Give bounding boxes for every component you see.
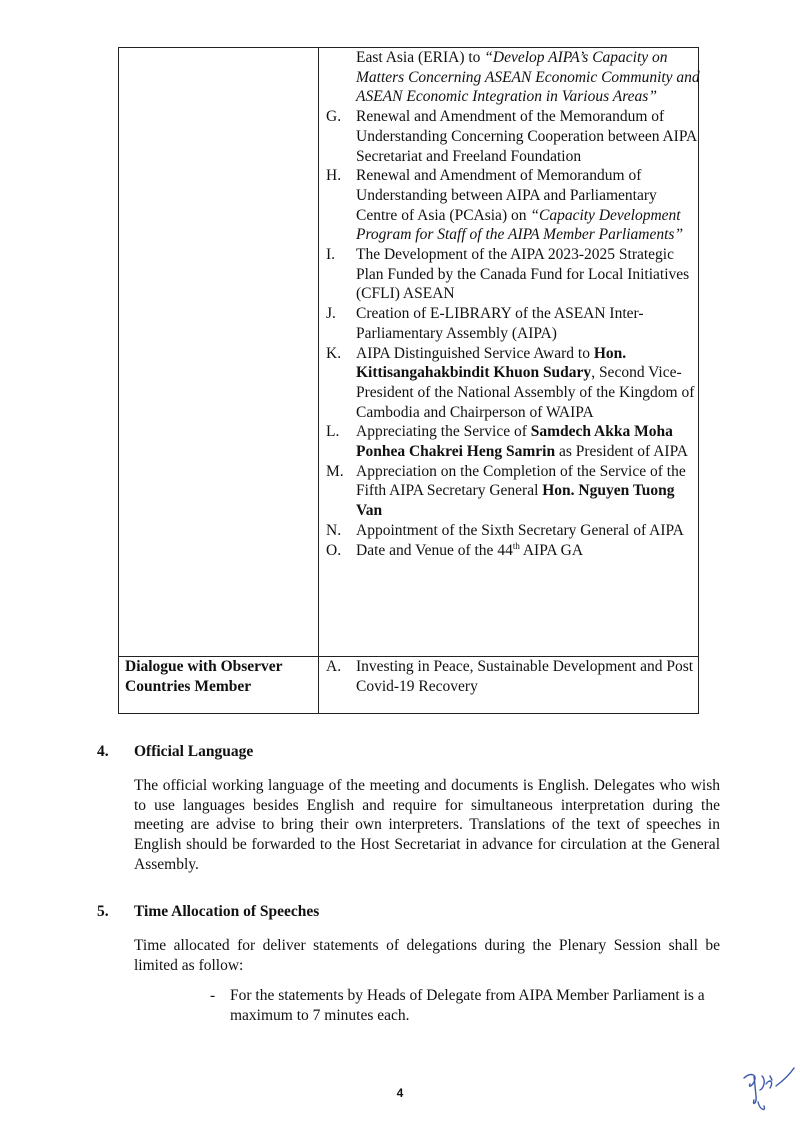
agenda-item <box>326 344 700 423</box>
agenda-item-text-part: Appreciation on the Completion of the Service of the Fifth AIPA Secretary General <box>356 462 686 500</box>
agenda-item-text-part: as President of AIPA <box>555 443 688 461</box>
agenda-item-text-part: Creation of E-LIBRARY of the ASEAN Inter-Parliamentary Assembly (AIPA) <box>356 305 644 342</box>
agenda-item-text <box>356 166 700 245</box>
agenda-item-letter: N. <box>326 521 342 539</box>
section-title: Official Language <box>134 743 254 760</box>
agenda-item <box>326 462 700 521</box>
agenda-item-text <box>356 245 700 304</box>
dialogue-heading: Dialogue with Observer Countries Member <box>125 658 283 695</box>
agenda-item-text-part: “Capacity Development Program for Staff of the AIPA Member Parliaments” <box>356 206 684 244</box>
signature-icon <box>740 1066 796 1122</box>
section-number: 4. <box>97 743 109 760</box>
agenda-item-text-part: , Second Vice-President of the National Assembly of the Kingdom of Cambodia and Chairperson of WAIPA <box>356 364 695 421</box>
agenda-item <box>326 422 700 461</box>
agenda-table <box>118 47 699 714</box>
agenda-item-text <box>356 541 700 561</box>
agenda-item-text-part: The Development of the AIPA 2023-2025 Strategic Plan Funded by the Canada Fund for Local Initiatives (CFLI) ASEAN <box>356 246 690 303</box>
dialogue-item-text: Investing in Peace, Sustainable Development and Post Covid-19 Recovery <box>356 658 694 695</box>
agenda-item <box>326 245 700 304</box>
page-number: 4 <box>396 1086 404 1100</box>
agenda-item-text <box>356 48 700 107</box>
agenda-item-letter: G. <box>326 108 342 126</box>
agenda-item <box>326 166 700 245</box>
table-column-divider <box>318 48 319 713</box>
agenda-item-text-part: Renewal and Amendment of the Memorandum of Understanding Concerning Cooperation between AIPA Secretariat and Freeland Foundation <box>356 108 697 165</box>
agenda-item-letter: I. <box>326 246 336 264</box>
agenda-item-text-part: Hon. Nguyen Tuong Van <box>356 482 675 520</box>
bullet-item <box>210 986 722 1025</box>
agenda-item-text-part: th <box>512 540 520 551</box>
agenda-item-text <box>356 422 700 461</box>
agenda-item-letter: J. <box>326 305 336 323</box>
section-number: 5. <box>97 903 109 920</box>
agenda-item-text <box>356 304 700 343</box>
agenda-item-text-part: Samdech Akka Moha Ponhea Chakrei Heng Samrin <box>356 423 673 461</box>
agenda-item-letter: L. <box>326 423 340 441</box>
agenda-item-text-part: Appointment of the Sixth Secretary General of AIPA <box>356 521 684 539</box>
agenda-item-text <box>356 107 700 166</box>
agenda-item-letter: H. <box>326 167 342 185</box>
agenda-item-text-part: AIPA GA <box>519 541 584 559</box>
agenda-item-text <box>356 521 700 541</box>
agenda-item <box>326 107 700 166</box>
agenda-item <box>326 541 700 561</box>
dialogue-item-letter: A. <box>326 658 342 675</box>
agenda-item-list <box>326 48 700 560</box>
agenda-item-text-part: Renewal and Amendment of Memorandum of Understanding between AIPA and Parliamentary Centre of Asia (PCAsia) on <box>356 167 657 224</box>
agenda-item-text-part: Hon. Kittisangahakbindit Khuon Sudary <box>356 344 627 382</box>
agenda-item-text-part: AIPA Distinguished Service Award to <box>356 344 594 362</box>
agenda-item <box>326 48 700 107</box>
agenda-item-text <box>356 344 700 423</box>
bullet-marker: - <box>210 987 216 1004</box>
agenda-item-text-part: Date and Venue of the 44 <box>356 541 513 559</box>
section-4-body: The official working language of the meeting and documents is English. Delegates who wish to use languages besides English and require for simultaneous interpretation during the meeting are advise to bring their own interpreters. Translations of the text of speeches in English should be forwarded to the Host Secretariat in advance for circulation at the General Assembly. <box>134 777 720 873</box>
agenda-item-letter: M. <box>326 462 344 480</box>
section-title: Time Allocation of Speeches <box>134 903 320 920</box>
agenda-item-text-part: East Asia (ERIA) to <box>356 49 485 66</box>
agenda-item <box>326 304 700 343</box>
agenda-item <box>326 521 700 541</box>
agenda-item-letter: O. <box>326 541 342 559</box>
agenda-item-letter: K. <box>326 344 342 362</box>
section-5-body: Time allocated for deliver statements of delegations during the Plenary Session shall be limited as follow: <box>134 937 720 974</box>
agenda-item-text <box>356 462 700 521</box>
bullet-text: For the statements by Heads of Delegate from AIPA Member Parliament is a maximum to 7 minutes each. <box>230 987 705 1024</box>
agenda-item-text-part: Appreciating the Service of <box>356 423 531 441</box>
dialogue-item <box>326 657 700 696</box>
agenda-item-text-part: “Develop AIPA’s Capacity on Matters Concerning ASEAN Economic Community and ASEAN Economic Integration in Various Areas” <box>356 49 700 106</box>
